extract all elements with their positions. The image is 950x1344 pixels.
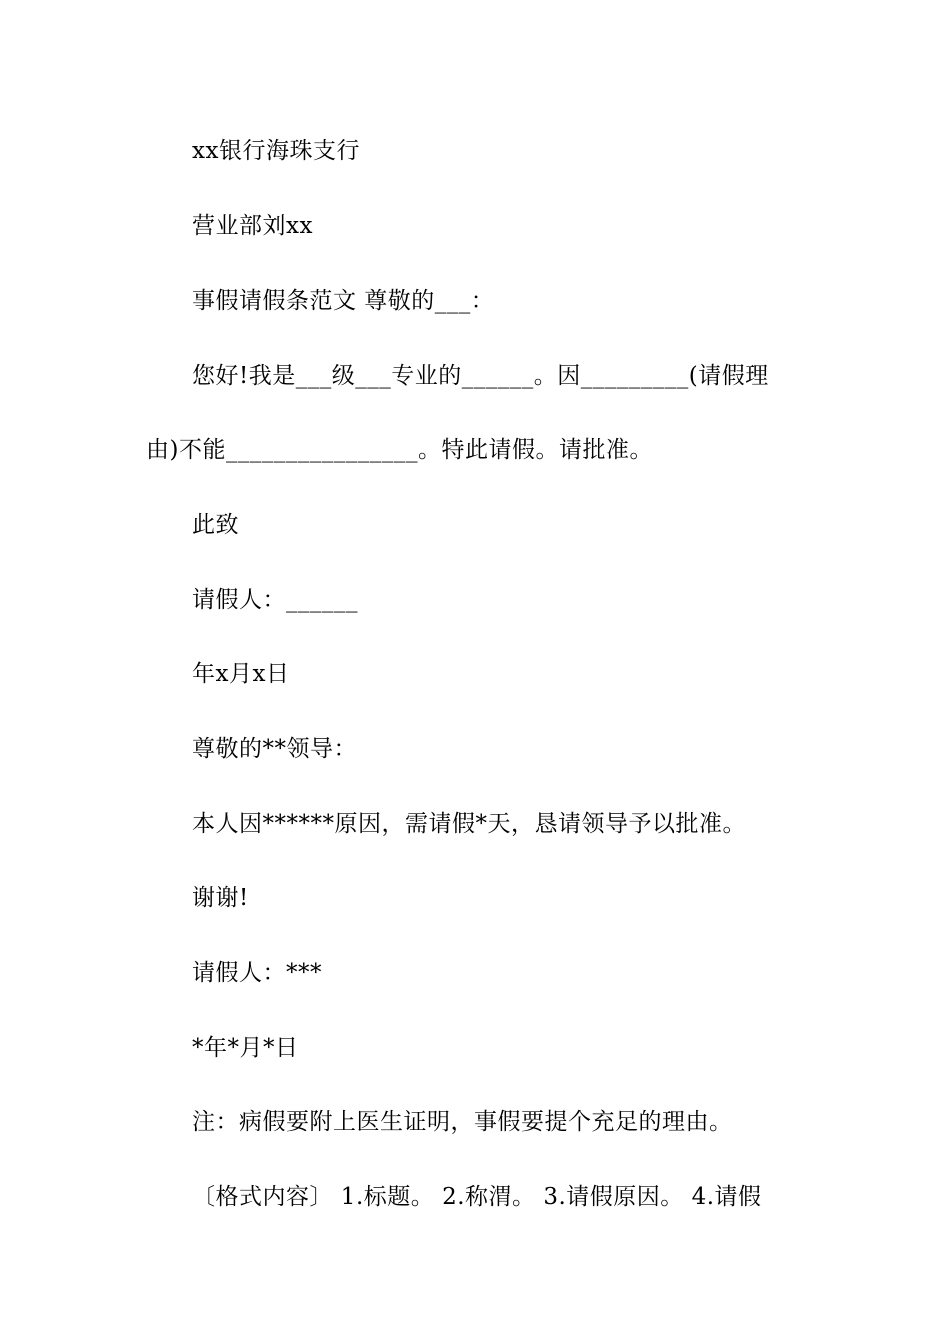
note-line: 注：病假要附上医生证明，事假要提个充足的理由。 — [192, 1109, 733, 1135]
closing-line: 此致 — [192, 512, 239, 538]
body-paragraph-line-1: 您好!我是___级___专业的______。因_________(请假理 — [192, 363, 769, 389]
applicant-line-2: 请假人：*** — [192, 960, 322, 986]
department-line: 营业部刘xx — [192, 213, 313, 239]
bank-name-line: xx银行海珠支行 — [192, 138, 360, 164]
applicant-line: 请假人：______ — [192, 587, 358, 613]
date-line: 年x月x日 — [192, 661, 290, 687]
date-line-2: *年*月*日 — [192, 1035, 299, 1061]
salutation-line-2: 尊敬的**领导： — [192, 736, 357, 762]
format-content-line: 〔格式内容〕 1.标题。 2.称渭。 3.请假原因。 4.请假 — [192, 1184, 762, 1210]
thanks-line: 谢谢! — [192, 885, 249, 911]
reason-line: 本人因******原因，需请假*天，恳请领导予以批准。 — [192, 811, 746, 837]
title-salutation-line: 事假请假条范文 尊敬的___： — [192, 288, 495, 314]
body-paragraph-line-2: 由)不能________________。特此请假。请批准。 — [146, 437, 653, 463]
